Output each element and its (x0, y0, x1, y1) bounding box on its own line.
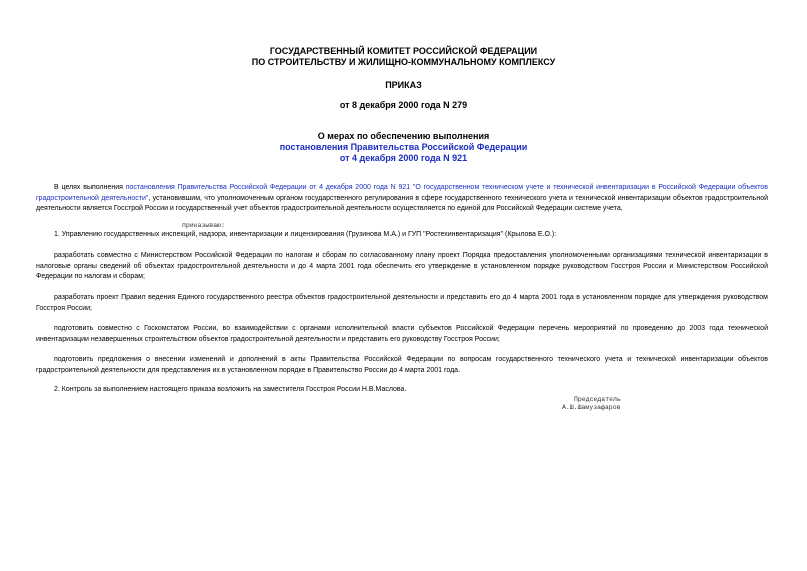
orders-word: приказываю: (182, 222, 225, 229)
document-date-number: от 8 декабря 2000 года N 279 (339, 100, 468, 110)
item-1c: подготовить совместно с Госкомстатом России, во взаимодействии с органами исполнительной власти субъектов Российской Федерации перечень мероприятий по проведению до 2003 года технической инвентаризации незавершенных строительством объектов градостроительной деятельности и представить его руководству Госстроя России; (36, 325, 768, 343)
preamble-paragraph (36, 183, 768, 215)
item-1a: разработать совместно с Министерством Российской Федерации по налогам и сборам по согласованному плану проект Порядка предоставления уполномоченными организациями технической инвентаризации в налоговые органы сведений об объектах градостроительной деятельности и до 4 марта 2001 года обеспечить его утверждение в установленном порядке руководством Госстроя России и Министерством Российской Федерации по налогам и сборам; (36, 252, 768, 280)
issuer-line-2: ПО СТРОИТЕЛЬСТВУ И ЖИЛИЩНО-КОММУНАЛЬНОМУ КОМПЛЕКСУ (251, 57, 556, 67)
subject-line-1: О мерах по обеспечению выполнения (317, 131, 490, 141)
document-type: ПРИКАЗ (385, 80, 422, 90)
item-1b: разработать проект Правил ведения Единого государственного реестра объектов градостроительной деятельности и представить его до 4 марта 2001 года в установленном порядке для утверждения руководством Госстроя России; (36, 294, 768, 312)
item-2: 2. Контроль за выполнением настоящего приказа возложить на заместителя Госстроя России Н.В.Маслова. (54, 386, 407, 393)
signature-title: Председатель (574, 396, 621, 403)
item-1d: подготовить предложения о внесении изменений и дополнений в акты Правительства Российской Федерации по вопросам государственного технического учета и технической инвентаризации объектов градостроительной деятельности для представления их в установленном порядке в Правительство России до 4 марта 2001 года. (36, 356, 768, 374)
preamble-intro: В целях выполнения (54, 184, 126, 191)
resolution-921-link[interactable]: постановления Правительства Российской Федерации от 4 декабря 2000 года N 921 "О государственном техническом учете и технической инвентаризации в Российской Федерации объектов градостроительной деятельности" (36, 184, 768, 202)
item-1: 1. Управлению государственных инспекций, надзора, инвентаризации и лицензирования (Грузинова М.А.) и ГУП "Ростехинвентаризация" (Крылова Е.О.): (54, 231, 557, 238)
subject-line-3-link[interactable]: от 4 декабря 2000 года N 921 (339, 153, 468, 163)
preamble-rest: , установившим, что уполномоченным органом государственного регулирования в сфере государственного технического учета и технической инвентаризации объектов градостроительной деятельности является Госстрой России и государственный учет объектов градостроительной деятельности осуществляется по единой для Российской Федерации системе учета, (36, 194, 768, 212)
issuer-line-1: ГОСУДАРСТВЕННЫЙ КОМИТЕТ РОССИЙСКОЙ ФЕДЕРАЦИИ (269, 46, 538, 56)
signature-name: А.Ш.Шамузафаров (562, 404, 621, 411)
subject-line-2-link[interactable]: постановления Правительства Российской Федерации (279, 142, 528, 152)
